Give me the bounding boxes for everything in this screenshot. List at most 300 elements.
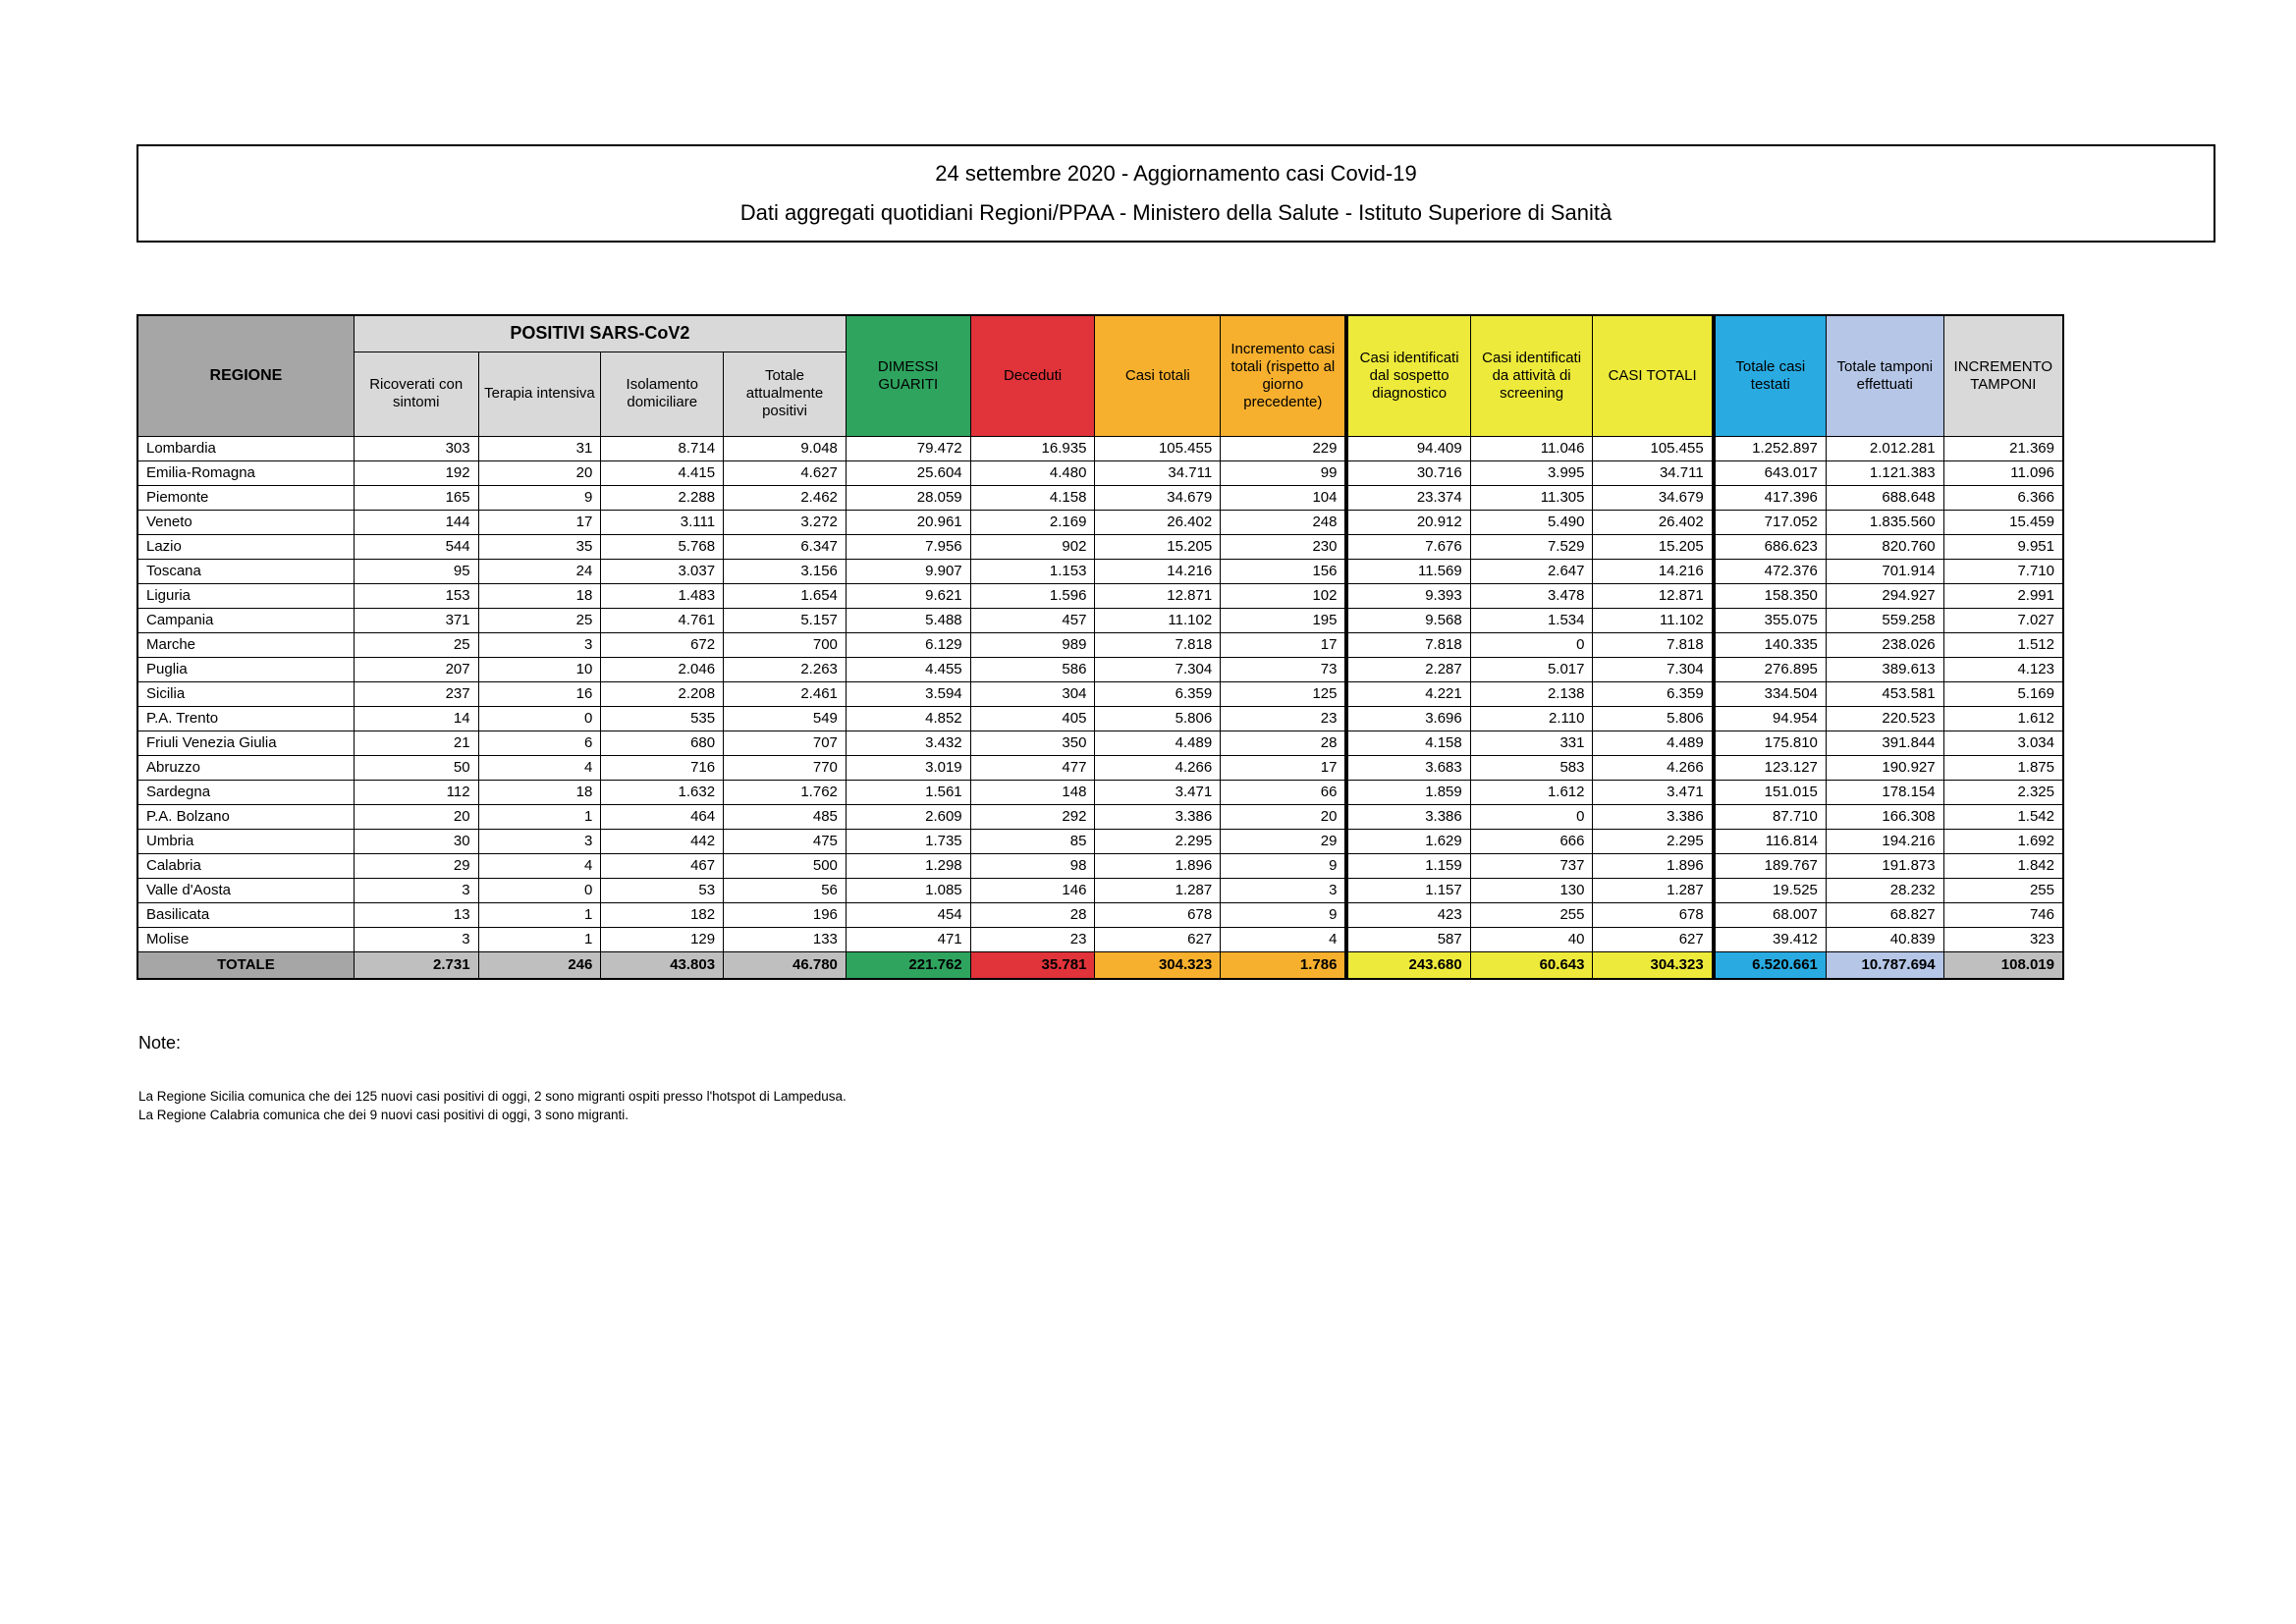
- value-cell: 94.954: [1714, 706, 1827, 731]
- value-cell: 1.692: [1943, 829, 2063, 853]
- region-name: Friuli Venezia Giulia: [137, 731, 354, 755]
- notes-body: [138, 1087, 847, 1124]
- value-cell: 5.806: [1095, 706, 1221, 731]
- value-cell: 95: [354, 559, 478, 583]
- value-cell: 4.489: [1593, 731, 1714, 755]
- region-name: Campania: [137, 608, 354, 632]
- value-cell: 0: [1470, 804, 1593, 829]
- value-cell: 11.305: [1470, 485, 1593, 510]
- value-cell: 14.216: [1095, 559, 1221, 583]
- table-row: [137, 731, 2063, 755]
- value-cell: 28: [1221, 731, 1347, 755]
- table-row: [137, 534, 2063, 559]
- value-cell: 13: [354, 902, 478, 927]
- table-row: [137, 510, 2063, 534]
- value-cell: 28.059: [846, 485, 970, 510]
- value-cell: 158.350: [1714, 583, 1827, 608]
- title-box: [137, 144, 2215, 243]
- value-cell: 56: [724, 878, 847, 902]
- value-cell: 1.153: [970, 559, 1095, 583]
- value-cell: 371: [354, 608, 478, 632]
- value-cell: 4.627: [724, 460, 847, 485]
- value-cell: 15.205: [1593, 534, 1714, 559]
- value-cell: 559.258: [1826, 608, 1943, 632]
- total-value-cell: 60.643: [1470, 951, 1593, 979]
- value-cell: 1.835.560: [1826, 510, 1943, 534]
- value-cell: 3.019: [846, 755, 970, 780]
- value-cell: 902: [970, 534, 1095, 559]
- header-positivi-group: POSITIVI SARS-CoV2: [354, 315, 846, 352]
- header-incremento-tamponi: INCREMENTO TAMPONI: [1943, 315, 2063, 436]
- table-row: [137, 460, 2063, 485]
- value-cell: 190.927: [1826, 755, 1943, 780]
- value-cell: 30.716: [1346, 460, 1470, 485]
- value-cell: 196: [724, 902, 847, 927]
- value-cell: 40: [1470, 927, 1593, 951]
- table-row: [137, 706, 2063, 731]
- value-cell: 737: [1470, 853, 1593, 878]
- table-row: [137, 829, 2063, 853]
- value-cell: 770: [724, 755, 847, 780]
- total-value-cell: 243.680: [1346, 951, 1470, 979]
- value-cell: 248: [1221, 510, 1347, 534]
- value-cell: 5.806: [1593, 706, 1714, 731]
- value-cell: 29: [354, 853, 478, 878]
- value-cell: 1.159: [1346, 853, 1470, 878]
- value-cell: 20.912: [1346, 510, 1470, 534]
- value-cell: 334.504: [1714, 681, 1827, 706]
- note-line: La Regione Sicilia comunica che dei 125 nuovi casi positivi di oggi, 2 sono migranti ospiti presso l'hotspot di Lampedusa.: [138, 1089, 847, 1104]
- value-cell: 4.123: [1943, 657, 2063, 681]
- value-cell: 39.412: [1714, 927, 1827, 951]
- value-cell: 3: [478, 632, 601, 657]
- value-cell: 20: [1221, 804, 1347, 829]
- value-cell: 9: [1221, 902, 1347, 927]
- value-cell: 475: [724, 829, 847, 853]
- value-cell: 31: [478, 436, 601, 460]
- value-cell: 34.711: [1095, 460, 1221, 485]
- value-cell: 700: [724, 632, 847, 657]
- value-cell: 166.308: [1826, 804, 1943, 829]
- value-cell: 105.455: [1593, 436, 1714, 460]
- note-line: La Regione Calabria comunica che dei 9 nuovi casi positivi di oggi, 3 sono migranti.: [138, 1108, 629, 1122]
- value-cell: 707: [724, 731, 847, 755]
- value-cell: 6: [478, 731, 601, 755]
- value-cell: 144: [354, 510, 478, 534]
- table-row: [137, 608, 2063, 632]
- table-row: [137, 780, 2063, 804]
- header-isolamento: Isolamento domiciliare: [601, 352, 724, 436]
- value-cell: 79.472: [846, 436, 970, 460]
- header-totale-tamponi: Totale tamponi effettuati: [1826, 315, 1943, 436]
- covid-data-table: [137, 314, 2064, 980]
- value-cell: 130: [1470, 878, 1593, 902]
- value-cell: 19.525: [1714, 878, 1827, 902]
- value-cell: 25: [354, 632, 478, 657]
- value-cell: 1.121.383: [1826, 460, 1943, 485]
- value-cell: 1.612: [1943, 706, 2063, 731]
- value-cell: 276.895: [1714, 657, 1827, 681]
- value-cell: 9.048: [724, 436, 847, 460]
- header-incremento-casi: Incremento casi totali (rispetto al giorno precedente): [1221, 315, 1347, 436]
- value-cell: 9.568: [1346, 608, 1470, 632]
- value-cell: 746: [1943, 902, 2063, 927]
- value-cell: 23: [1221, 706, 1347, 731]
- value-cell: 3: [354, 878, 478, 902]
- value-cell: 7.304: [1095, 657, 1221, 681]
- value-cell: 68.827: [1826, 902, 1943, 927]
- value-cell: 666: [1470, 829, 1593, 853]
- table-row: [137, 853, 2063, 878]
- value-cell: 9: [1221, 853, 1347, 878]
- table-body: [137, 436, 2063, 979]
- total-value-cell: 43.803: [601, 951, 724, 979]
- value-cell: 544: [354, 534, 478, 559]
- value-cell: 12.871: [1593, 583, 1714, 608]
- value-cell: 2.208: [601, 681, 724, 706]
- value-cell: 323: [1943, 927, 2063, 951]
- value-cell: 1: [478, 902, 601, 927]
- value-cell: 3.386: [1095, 804, 1221, 829]
- value-cell: 3.111: [601, 510, 724, 534]
- value-cell: 1: [478, 927, 601, 951]
- value-cell: 3.386: [1346, 804, 1470, 829]
- value-cell: 6.347: [724, 534, 847, 559]
- value-cell: 104: [1221, 485, 1347, 510]
- value-cell: 34.679: [1593, 485, 1714, 510]
- value-cell: 3.471: [1095, 780, 1221, 804]
- total-value-cell: 10.787.694: [1826, 951, 1943, 979]
- value-cell: 116.814: [1714, 829, 1827, 853]
- value-cell: 2.609: [846, 804, 970, 829]
- value-cell: 11.102: [1095, 608, 1221, 632]
- value-cell: 355.075: [1714, 608, 1827, 632]
- value-cell: 701.914: [1826, 559, 1943, 583]
- value-cell: 18: [478, 583, 601, 608]
- value-cell: 15.459: [1943, 510, 2063, 534]
- value-cell: 21.369: [1943, 436, 2063, 460]
- value-cell: 99: [1221, 460, 1347, 485]
- region-name: Sardegna: [137, 780, 354, 804]
- region-name: Toscana: [137, 559, 354, 583]
- value-cell: 7.956: [846, 534, 970, 559]
- value-cell: 50: [354, 755, 478, 780]
- table-row: [137, 902, 2063, 927]
- total-value-cell: 46.780: [724, 951, 847, 979]
- value-cell: 1.252.897: [1714, 436, 1827, 460]
- value-cell: 6.129: [846, 632, 970, 657]
- region-name: Piemonte: [137, 485, 354, 510]
- total-value-cell: 6.520.661: [1714, 951, 1827, 979]
- value-cell: 1.762: [724, 780, 847, 804]
- value-cell: 292: [970, 804, 1095, 829]
- value-cell: 389.613: [1826, 657, 1943, 681]
- value-cell: 26.402: [1593, 510, 1714, 534]
- region-name: Lombardia: [137, 436, 354, 460]
- value-cell: 2.325: [1943, 780, 2063, 804]
- value-cell: 3.683: [1346, 755, 1470, 780]
- value-cell: 6.366: [1943, 485, 2063, 510]
- value-cell: 4: [478, 853, 601, 878]
- value-cell: 237: [354, 681, 478, 706]
- value-cell: 4.266: [1095, 755, 1221, 780]
- value-cell: 678: [1593, 902, 1714, 927]
- value-cell: 2.461: [724, 681, 847, 706]
- value-cell: 583: [1470, 755, 1593, 780]
- value-cell: 17: [478, 510, 601, 534]
- table-row: [137, 583, 2063, 608]
- value-cell: 2.169: [970, 510, 1095, 534]
- value-cell: 73: [1221, 657, 1347, 681]
- value-cell: 12.871: [1095, 583, 1221, 608]
- value-cell: 4: [1221, 927, 1347, 951]
- value-cell: 156: [1221, 559, 1347, 583]
- value-cell: 2.991: [1943, 583, 2063, 608]
- value-cell: 4.761: [601, 608, 724, 632]
- value-cell: 1.896: [1095, 853, 1221, 878]
- value-cell: 29: [1221, 829, 1347, 853]
- value-cell: 587: [1346, 927, 1470, 951]
- value-cell: 717.052: [1714, 510, 1827, 534]
- value-cell: 3.696: [1346, 706, 1470, 731]
- value-cell: 4.415: [601, 460, 724, 485]
- value-cell: 4.266: [1593, 755, 1714, 780]
- value-cell: 6.359: [1095, 681, 1221, 706]
- value-cell: 4.489: [1095, 731, 1221, 755]
- value-cell: 129: [601, 927, 724, 951]
- total-value-cell: 304.323: [1095, 951, 1221, 979]
- value-cell: 195: [1221, 608, 1347, 632]
- region-name: Puglia: [137, 657, 354, 681]
- value-cell: 16: [478, 681, 601, 706]
- value-cell: 3.272: [724, 510, 847, 534]
- value-cell: 3.037: [601, 559, 724, 583]
- value-cell: 16.935: [970, 436, 1095, 460]
- value-cell: 7.027: [1943, 608, 2063, 632]
- value-cell: 477: [970, 755, 1095, 780]
- value-cell: 5.169: [1943, 681, 2063, 706]
- value-cell: 1.534: [1470, 608, 1593, 632]
- region-name: Umbria: [137, 829, 354, 853]
- value-cell: 4.852: [846, 706, 970, 731]
- value-cell: 457: [970, 608, 1095, 632]
- value-cell: 627: [1095, 927, 1221, 951]
- table-row: [137, 485, 2063, 510]
- value-cell: 5.157: [724, 608, 847, 632]
- value-cell: 21: [354, 731, 478, 755]
- value-cell: 2.295: [1593, 829, 1714, 853]
- value-cell: 7.710: [1943, 559, 2063, 583]
- value-cell: 442: [601, 829, 724, 853]
- value-cell: 1.654: [724, 583, 847, 608]
- value-cell: 464: [601, 804, 724, 829]
- value-cell: 34.711: [1593, 460, 1714, 485]
- value-cell: 26.402: [1095, 510, 1221, 534]
- value-cell: 4.480: [970, 460, 1095, 485]
- region-name: Molise: [137, 927, 354, 951]
- value-cell: 53: [601, 878, 724, 902]
- value-cell: 5.768: [601, 534, 724, 559]
- value-cell: 2.647: [1470, 559, 1593, 583]
- value-cell: 2.138: [1470, 681, 1593, 706]
- value-cell: 6.359: [1593, 681, 1714, 706]
- region-name: P.A. Bolzano: [137, 804, 354, 829]
- value-cell: 3.432: [846, 731, 970, 755]
- value-cell: 4.455: [846, 657, 970, 681]
- value-cell: 405: [970, 706, 1095, 731]
- value-cell: 255: [1470, 902, 1593, 927]
- header-dimessi-guariti: DIMESSI GUARITI: [846, 315, 970, 436]
- value-cell: 1.632: [601, 780, 724, 804]
- value-cell: 3: [478, 829, 601, 853]
- value-cell: 9.951: [1943, 534, 2063, 559]
- value-cell: 472.376: [1714, 559, 1827, 583]
- value-cell: 471: [846, 927, 970, 951]
- region-name: Liguria: [137, 583, 354, 608]
- value-cell: 5.490: [1470, 510, 1593, 534]
- value-cell: 350: [970, 731, 1095, 755]
- value-cell: 9.621: [846, 583, 970, 608]
- region-name: Abruzzo: [137, 755, 354, 780]
- value-cell: 1.287: [1095, 878, 1221, 902]
- value-cell: 1.085: [846, 878, 970, 902]
- value-cell: 678: [1095, 902, 1221, 927]
- value-cell: 15.205: [1095, 534, 1221, 559]
- value-cell: 14.216: [1593, 559, 1714, 583]
- value-cell: 102: [1221, 583, 1347, 608]
- header-deceduti: Deceduti: [970, 315, 1095, 436]
- value-cell: 1.298: [846, 853, 970, 878]
- value-cell: 220.523: [1826, 706, 1943, 731]
- value-cell: 294.927: [1826, 583, 1943, 608]
- region-name: Lazio: [137, 534, 354, 559]
- value-cell: 4.158: [970, 485, 1095, 510]
- value-cell: 391.844: [1826, 731, 1943, 755]
- value-cell: 586: [970, 657, 1095, 681]
- value-cell: 4.158: [1346, 731, 1470, 755]
- value-cell: 485: [724, 804, 847, 829]
- table-row: [137, 632, 2063, 657]
- header-casi-totali-caps: CASI TOTALI: [1593, 315, 1714, 436]
- table-row: [137, 681, 2063, 706]
- title-line-2: Dati aggregati quotidiani Regioni/PPAA - Ministero della Salute - Istituto Superiore di Sanità: [739, 200, 1613, 226]
- value-cell: 3.386: [1593, 804, 1714, 829]
- table-row: [137, 878, 2063, 902]
- value-cell: 549: [724, 706, 847, 731]
- value-cell: 182: [601, 902, 724, 927]
- value-cell: 304: [970, 681, 1095, 706]
- value-cell: 716: [601, 755, 724, 780]
- value-cell: 189.767: [1714, 853, 1827, 878]
- value-cell: 18: [478, 780, 601, 804]
- header-casi-totali: Casi totali: [1095, 315, 1221, 436]
- value-cell: 11.569: [1346, 559, 1470, 583]
- value-cell: 7.818: [1095, 632, 1221, 657]
- value-cell: 9: [478, 485, 601, 510]
- value-cell: 146: [970, 878, 1095, 902]
- value-cell: 123.127: [1714, 755, 1827, 780]
- value-cell: 3: [1221, 878, 1347, 902]
- region-name: Sicilia: [137, 681, 354, 706]
- value-cell: 5.488: [846, 608, 970, 632]
- value-cell: 643.017: [1714, 460, 1827, 485]
- value-cell: 1: [478, 804, 601, 829]
- value-cell: 20.961: [846, 510, 970, 534]
- value-cell: 8.714: [601, 436, 724, 460]
- value-cell: 1.612: [1470, 780, 1593, 804]
- value-cell: 28: [970, 902, 1095, 927]
- region-name: Basilicata: [137, 902, 354, 927]
- value-cell: 7.818: [1346, 632, 1470, 657]
- value-cell: 535: [601, 706, 724, 731]
- value-cell: 11.046: [1470, 436, 1593, 460]
- value-cell: 20: [478, 460, 601, 485]
- region-name: Marche: [137, 632, 354, 657]
- value-cell: 133: [724, 927, 847, 951]
- notes-section: [138, 1033, 847, 1124]
- total-value-cell: 108.019: [1943, 951, 2063, 979]
- table-row: [137, 559, 2063, 583]
- value-cell: 3.594: [846, 681, 970, 706]
- value-cell: 20: [354, 804, 478, 829]
- value-cell: 500: [724, 853, 847, 878]
- value-cell: 28.232: [1826, 878, 1943, 902]
- value-cell: 467: [601, 853, 724, 878]
- value-cell: 989: [970, 632, 1095, 657]
- total-value-cell: 221.762: [846, 951, 970, 979]
- value-cell: 680: [601, 731, 724, 755]
- value-cell: 7.676: [1346, 534, 1470, 559]
- value-cell: 35: [478, 534, 601, 559]
- value-cell: 229: [1221, 436, 1347, 460]
- value-cell: 1.859: [1346, 780, 1470, 804]
- value-cell: 255: [1943, 878, 2063, 902]
- region-name: Emilia-Romagna: [137, 460, 354, 485]
- value-cell: 230: [1221, 534, 1347, 559]
- value-cell: 3: [354, 927, 478, 951]
- value-cell: 98: [970, 853, 1095, 878]
- value-cell: 153: [354, 583, 478, 608]
- table-header: [137, 315, 2063, 436]
- value-cell: 3.034: [1943, 731, 2063, 755]
- header-totale-positivi: Totale attualmente positivi: [724, 352, 847, 436]
- value-cell: 627: [1593, 927, 1714, 951]
- value-cell: 417.396: [1714, 485, 1827, 510]
- value-cell: 175.810: [1714, 731, 1827, 755]
- value-cell: 686.623: [1714, 534, 1827, 559]
- notes-heading: Note:: [138, 1033, 182, 1053]
- value-cell: 454: [846, 902, 970, 927]
- value-cell: 2.462: [724, 485, 847, 510]
- region-name: Veneto: [137, 510, 354, 534]
- value-cell: 17: [1221, 632, 1347, 657]
- value-cell: 3.471: [1593, 780, 1714, 804]
- value-cell: 3.995: [1470, 460, 1593, 485]
- value-cell: 125: [1221, 681, 1347, 706]
- value-cell: 1.875: [1943, 755, 2063, 780]
- value-cell: 105.455: [1095, 436, 1221, 460]
- value-cell: 1.542: [1943, 804, 2063, 829]
- value-cell: 1.596: [970, 583, 1095, 608]
- value-cell: 66: [1221, 780, 1347, 804]
- header-regione: REGIONE: [137, 315, 354, 436]
- header-terapia-intensiva: Terapia intensiva: [478, 352, 601, 436]
- value-cell: 148: [970, 780, 1095, 804]
- total-value-cell: 1.786: [1221, 951, 1347, 979]
- value-cell: 1.483: [601, 583, 724, 608]
- value-cell: 11.102: [1593, 608, 1714, 632]
- value-cell: 87.710: [1714, 804, 1827, 829]
